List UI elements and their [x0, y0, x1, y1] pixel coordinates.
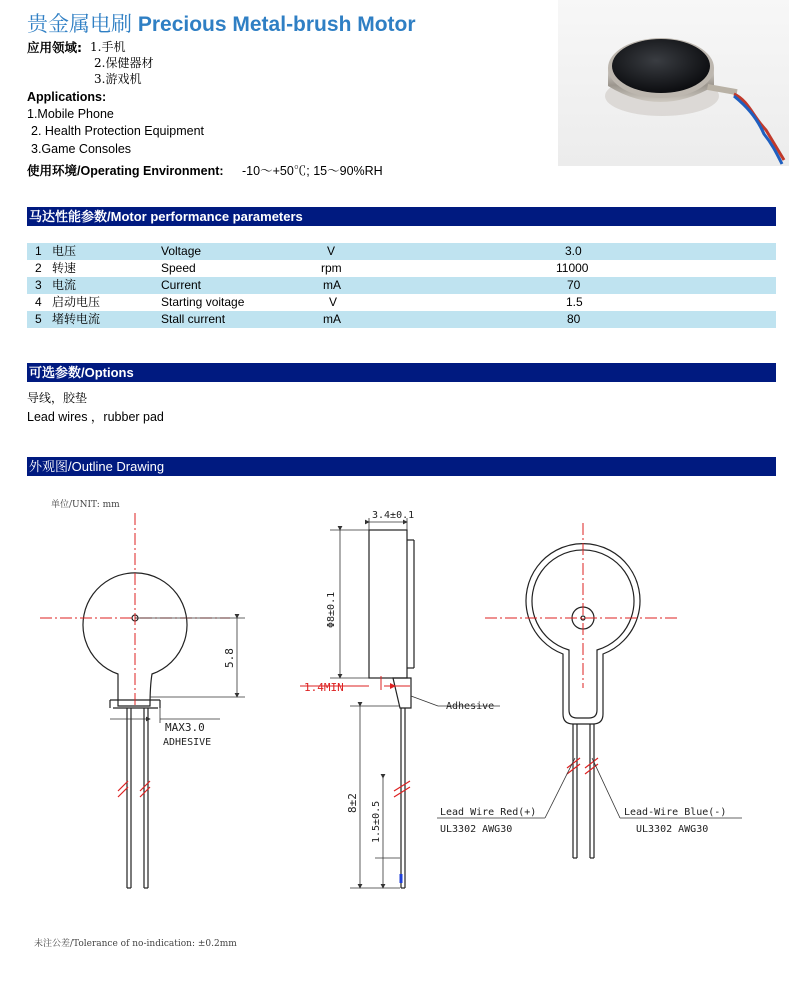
dim-height-front — [110, 618, 245, 723]
environment-label: 使用环境/Operating Environment: — [27, 164, 224, 178]
param-cn: 转速 — [52, 261, 77, 275]
options-en: Lead wires ，rubber pad — [27, 410, 164, 424]
lead-red-label: Lead Wire Red(+) — [440, 807, 537, 818]
options-cn: 导线，胶垫 — [27, 391, 88, 405]
section-outline: 外观图/Outline Drawing — [27, 457, 776, 476]
section-performance: 马达性能参数/Motor performance parameters — [27, 207, 776, 226]
table-row — [27, 311, 776, 328]
break-marks-side — [394, 781, 410, 797]
tolerance-note: 未注公差/Tolerance of no-indication: ±0.2mm — [34, 939, 237, 949]
table-row — [27, 277, 776, 294]
outline-drawing — [0, 478, 804, 998]
title-en: Precious Metal-brush Motor — [137, 13, 416, 36]
applications-cn-item-3: 3.游戏机 — [94, 72, 142, 86]
param-unit: mA — [323, 312, 341, 326]
environment-value: -10～+50℃; 15～90%RH — [242, 164, 383, 178]
param-en: Starting voitage — [161, 295, 245, 309]
param-en: Speed — [161, 261, 196, 275]
param-unit: mA — [323, 278, 341, 292]
centerlines-back — [485, 523, 680, 688]
lead-blue-spec: UL3302 AWG30 — [636, 824, 709, 835]
param-no: 4 — [35, 295, 42, 309]
dim-wire-length: 8±2 — [346, 793, 359, 813]
param-no: 1 — [35, 244, 42, 258]
applications-cn-label: 应用领域: — [27, 40, 82, 55]
lead-red-spec: UL3302 AWG30 — [440, 824, 513, 835]
break-marks-front — [118, 781, 150, 797]
param-no: 3 — [35, 278, 42, 292]
param-cn: 堵转电流 — [52, 312, 101, 326]
dim-thickness: 3.4±0.1 — [372, 510, 415, 521]
motor-photo — [558, 0, 789, 166]
applications-en-label: Applications: — [27, 90, 107, 104]
param-unit: V — [329, 295, 338, 309]
param-unit: rpm — [321, 261, 342, 275]
lead-blue-label: Lead-Wire Blue(-) — [624, 807, 727, 818]
applications-en-item-2: 2. Health Protection Equipment — [31, 124, 205, 138]
dim-min: 1.4MIN — [304, 681, 344, 694]
max-adhesive: MAX3.0 — [165, 721, 205, 734]
applications-cn-item-1: 1.手机 — [90, 40, 126, 54]
param-en: Stall current — [161, 312, 226, 326]
param-value: 1.5 — [566, 295, 583, 309]
adhesive-label: Adhesive — [446, 701, 495, 712]
applications-en-item-1: 1.Mobile Phone — [27, 107, 114, 121]
param-value: 70 — [567, 278, 581, 292]
param-cn: 电压 — [52, 244, 77, 258]
param-no: 2 — [35, 261, 42, 275]
applications-en-item-3: 3.Game Consoles — [31, 142, 132, 156]
adhesive-caption: ADHESIVE — [163, 737, 212, 748]
title-cn: 贵金属电刷 — [27, 12, 132, 36]
dim-strip: 1.5±0.5 — [371, 800, 382, 843]
param-cn: 电流 — [52, 278, 77, 292]
dim-diameter: Φ8±0.1 — [326, 591, 337, 628]
table-row — [27, 260, 776, 277]
param-cn: 启动电压 — [52, 295, 101, 309]
motor-photo-illustration — [558, 0, 789, 166]
dim-height: 5.8 — [223, 648, 236, 668]
param-value: 3.0 — [565, 244, 582, 258]
applications-cn-item-2: 2.保健器材 — [94, 56, 154, 70]
page-title — [27, 8, 416, 38]
param-value: 80 — [567, 312, 581, 326]
parameters-table — [27, 243, 776, 328]
unit-label: 单位/UNIT: mm — [51, 500, 120, 510]
table-row — [27, 243, 776, 260]
centerlines-front — [40, 513, 230, 708]
param-unit: V — [327, 244, 336, 258]
param-no: 5 — [35, 312, 42, 326]
param-en: Current — [161, 278, 202, 292]
param-en: Voltage — [161, 244, 202, 258]
param-value: 11000 — [556, 261, 589, 275]
table-row — [27, 294, 776, 311]
section-options: 可选参数/Options — [27, 363, 776, 382]
